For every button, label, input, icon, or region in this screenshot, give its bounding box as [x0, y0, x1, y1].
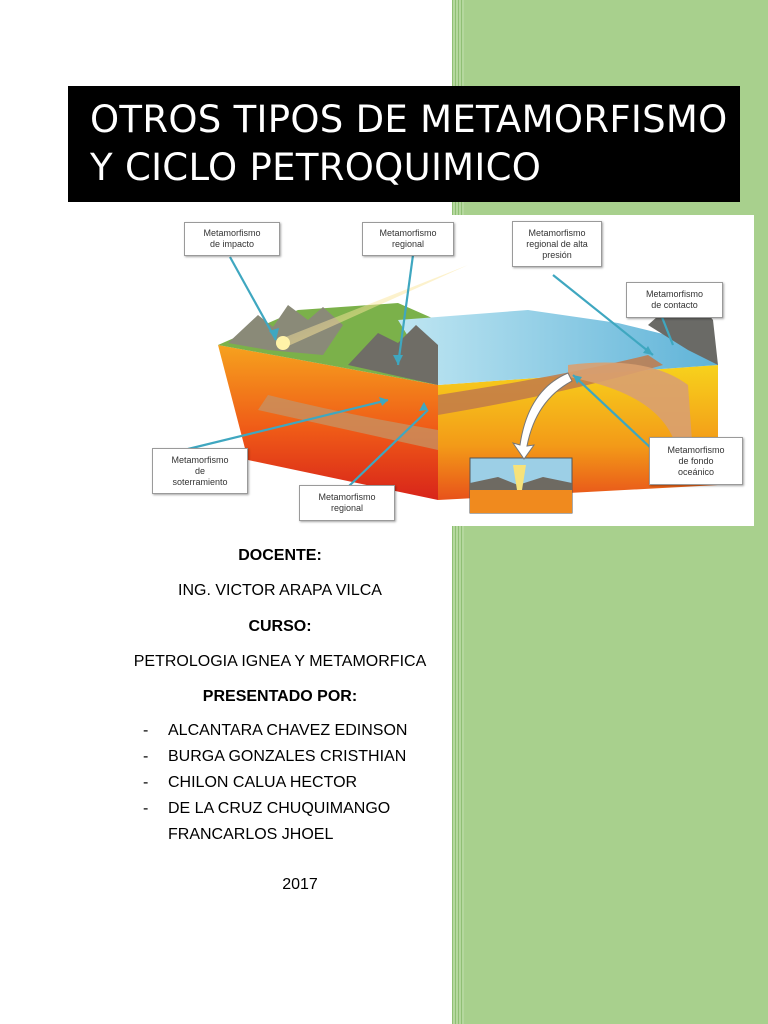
author-bullet: - — [143, 800, 149, 817]
curso-heading: CURSO: — [248, 618, 312, 635]
title-line-1: OTROS TIPOS DE METAMORFISMO — [90, 98, 728, 141]
author-item — [143, 800, 390, 818]
author-name: DE LA CRUZ CHUQUIMANGO — [168, 800, 391, 817]
author-name: BURGA GONZALES CRISTHIAN — [168, 748, 407, 765]
label-fondo-oceanico: Metamorfismo de fondo oceánico — [649, 437, 743, 485]
label-soterramiento: Metamorfismo de soterramiento — [152, 448, 248, 494]
label-regional-top: Metamorfismo regional — [362, 222, 454, 256]
docente-heading: DOCENTE: — [238, 547, 322, 564]
label-impacto: Metamorfismo de impacto — [184, 222, 280, 256]
author-bullet: - — [143, 722, 149, 739]
label-regional-bottom: Metamorfismo regional — [299, 485, 395, 521]
title-banner — [68, 86, 740, 202]
label-contacto: Metamorfismo de contacto — [626, 282, 723, 318]
author-item-continuation — [143, 826, 333, 844]
author-bullet: - — [143, 774, 149, 791]
label-alta-presion: Metamorfismo regional de alta presión — [512, 221, 602, 267]
author-item — [143, 722, 407, 740]
author-name: ALCANTARA CHAVEZ EDINSON — [168, 722, 408, 739]
metamorphism-diagram — [148, 215, 754, 526]
presentado-heading: PRESENTADO POR: — [202, 688, 358, 705]
curso-name: PETROLOGIA IGNEA Y METAMORFICA — [133, 653, 427, 670]
author-item — [143, 748, 406, 766]
year: 2017 — [282, 876, 318, 893]
author-item — [143, 774, 357, 792]
title-line-2: Y CICLO PETROQUIMICO — [90, 146, 542, 189]
docente-name: ING. VICTOR ARAPA VILCA — [178, 582, 382, 599]
author-name: FRANCARLOS JHOEL — [168, 826, 334, 843]
author-bullet: - — [143, 748, 149, 765]
author-name: CHILON CALUA HECTOR — [168, 774, 358, 791]
